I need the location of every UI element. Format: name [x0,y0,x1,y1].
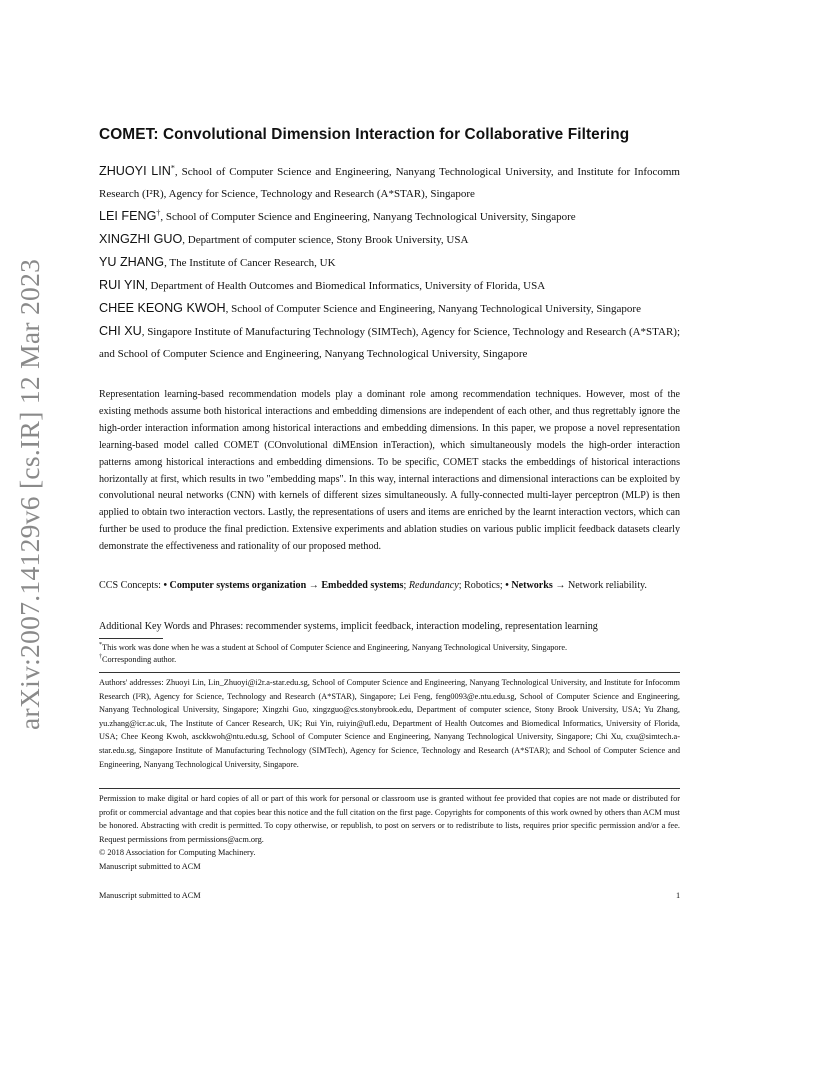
ccs-label: CCS Concepts: [99,580,164,591]
author-entry [99,205,680,228]
author-name: RUI YIN [99,278,145,292]
author-name: XINGZHI GUO [99,232,183,246]
footnote-mark: * [99,642,102,649]
author-affiliation: , Department of computer science, Stony Brook University, USA [182,234,469,246]
footnotes [99,642,680,665]
author-entry [99,251,680,274]
permission-text: Permission to make digital or hard copies of all or part of this work for personal or classroom use is granted without fee provided that copies are not made or distributed for profit or commercial advantage and that copies bear this notice and the full citation on the first page. Copyrights for components of this work owned by others than ACM must be honored. Abstracting with credit is permitted. To copy otherwise, or republish, to post on servers or to redistribute to lists, requires prior specific permission and/or a fee. Request permissions from permissions@acm.org. [99,794,680,844]
arxiv-stamp: arXiv:2007.14129v6 [cs.IR] 12 Mar 2023 [14,258,45,730]
ccs-concept-primary: • Computer systems organization → Embedded systems [163,580,404,591]
paper-title: COMET: Convolutional Dimension Interaction for Collaborative Filtering [99,126,630,143]
footnote-text: Corresponding author. [102,654,177,664]
ccs-concept-primary: • Networks → [505,580,566,591]
abstract: Representation learning-based recommendation models play a dominant role among recommendation techniques. However, most of the existing methods assume both historical interactions and embedding dimensions are independent of each other, and thus regrettably ignore the high-order interaction information among historical interactions and embedding dimensions. In this paper, we propose a novel representation learning-based model called COMET (COnvolutional diMEnsion inTeraction), which simultaneously models the high-order interaction patterns among historical interactions and embedding dimensions. To be specific, COMET stacks the embeddings of historical interactions horizontally at first, which results in two "embedding maps". In this way, internal interactions and dimensional interactions can be exploited by convolutional neural networks (CNN) with kernels of different sizes simultaneously. A fully-connected multi-layer perceptron (MLP) is then applied to obtain two interaction vectors. Lastly, the representations of users and items are enriched by the learnt interaction vectors, which can further be used to produce the final prediction. Extensive experiments and ablation studies on various public implicit feedback datasets clearly demonstrate the effectiveness and rationality of our proposed method. [99,389,680,553]
footnote-rule [99,638,163,639]
footnote-mark: † [99,653,102,660]
footnote [99,654,680,666]
author-entry [99,228,680,251]
copyright-notice: © 2018 Association for Computing Machinery. [99,848,256,858]
author-name: CHI XU [99,324,142,338]
manuscript-note: Manuscript submitted to ACM [99,861,201,871]
ccs-concept-text: Network reliability. [565,580,647,591]
addresses-rule [99,672,680,673]
footer-manuscript: Manuscript submitted to ACM [99,891,201,900]
author-name: LEI FENG [99,209,157,223]
author-entry [99,320,680,365]
permission-block [99,792,680,874]
page-number: 1 [676,891,681,900]
ccs-concept-text: ; Robotics; [458,580,506,591]
author-affiliation: , Department of Health Outcomes and Biomedical Informatics, University of Florida, USA [144,280,546,292]
author-affiliation: , The Institute of Cancer Research, UK [164,257,336,269]
author-footnote-mark: † [156,208,161,218]
authors-addresses: Authors' addresses: Zhuoyi Lin, Lin_Zhuoyi@i2r.a-star.edu.sg, School of Computer Science and Engineering, Nanyang Technological University, and Institute for Infocomm Research (I²R), Agency for Science, Technology and Research (A*STAR), Singapore; Lei Feng, feng0093@e.ntu.edu.sg, School of Computer Science and Engineering, Nanyang Technological University, Singapore; Xingzhi Guo, xingzguo@cs.stonybrook.edu, Department of computer science, Stony Brook University, USA; Yu Zhang, yu.zhang@icr.ac.uk, The Institute of Cancer Research, UK; Rui Yin, ruiyin@ufl.edu, Department of Health Outcomes and Biomedical Informatics, University of Florida, USA; Chee Keong Kwoh, asckkwoh@ntu.edu.sg, School of Computer Science and Engineering, Nanyang Technological University, Singapore; Chi Xu, cxu@simtech.a-star.edu.sg, Singapore Institute of Manufacturing Technology (SIMTech), Agency for Science, Technology and Research (A*STAR); and School of Computer Science and Engineering, Nanyang Technological University, Singapore. [99,678,680,769]
author-entry [99,297,680,320]
author-name: YU ZHANG [99,255,165,269]
footnote-text: This work was done when he was a student at School of Computer Science and Engineering, Nanyang Technological University, Singapore. [102,643,568,652]
permission-rule [99,788,680,789]
author-affiliation: , Singapore Institute of Manufacturing Technology (SIMTech), Agency for Science, Technology and Research (A*STAR); and School of Computer Science and Engineering, Nanyang Technological University, Singapore [99,326,681,360]
keywords: Additional Key Words and Phrases: recommender systems, implicit feedback, interaction modeling, representation learning [99,621,598,632]
author-entry [99,160,680,205]
author-list [99,160,680,365]
author-footnote-mark: * [170,163,175,173]
ccs-concept-italic: Redundancy [408,580,459,591]
author-affiliation: , School of Computer Science and Engineering, Nanyang Technological University, Singapore [225,303,641,315]
author-affiliation: , School of Computer Science and Engineering, Nanyang Technological University, and Institute for Infocomm Research (I²R), Agency for Science, Technology and Research (A*STAR), Singapore [99,166,680,200]
ccs-concepts [99,578,680,595]
author-affiliation: , School of Computer Science and Engineering, Nanyang Technological University, Singapore [160,211,576,223]
author-name: ZHUOYI LIN [99,164,171,178]
author-entry [99,274,680,297]
ccs-separator: ; [403,580,409,591]
footnote [99,642,680,654]
author-name: CHEE KEONG KWOH [99,301,226,315]
